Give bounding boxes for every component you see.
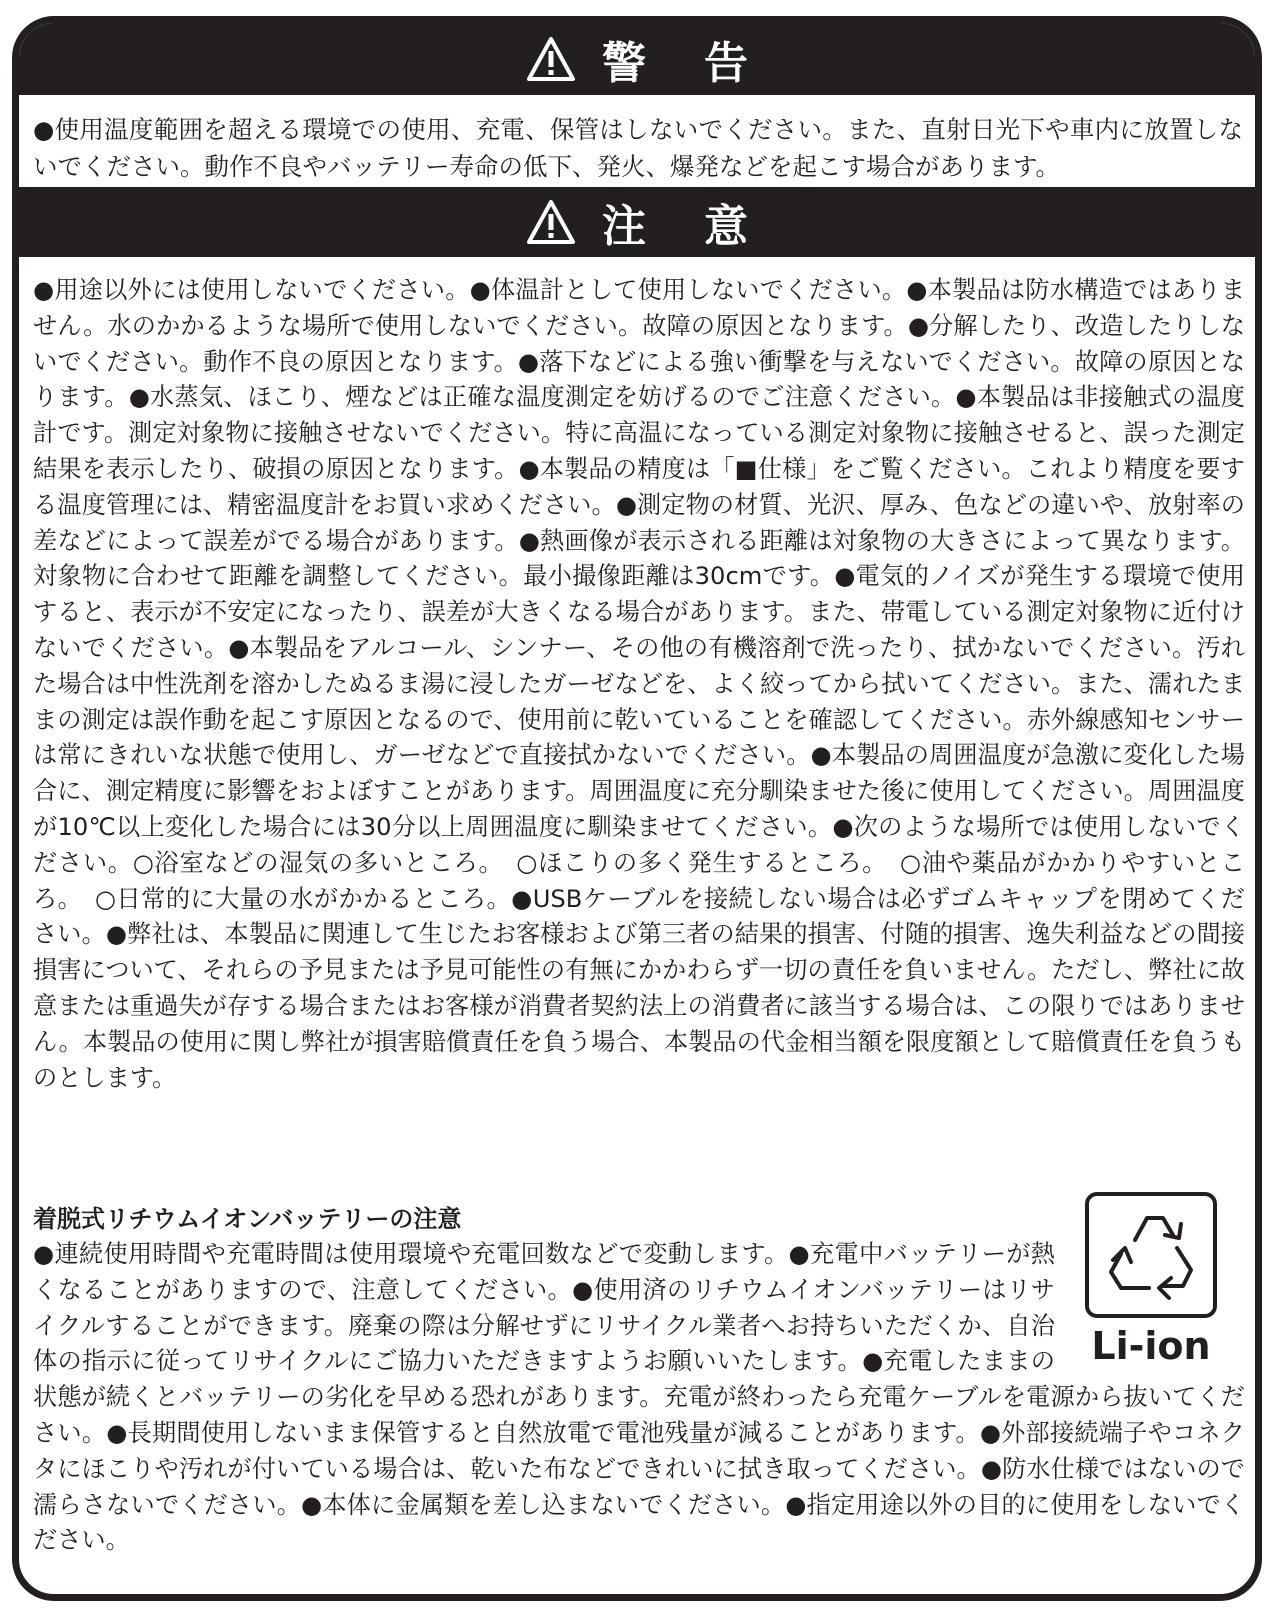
warning-title: 警告 [602, 38, 806, 89]
recycle-frame [1085, 1192, 1217, 1318]
warning-header [19, 23, 1255, 95]
warning-label-card [12, 16, 1262, 1601]
warning-triangle-icon [526, 36, 576, 82]
recycle-mark [1069, 1192, 1245, 1368]
recycle-icon [1095, 1202, 1207, 1308]
caution-header [19, 187, 1255, 257]
battery-text: ●連続使用時間や充電時間は使用環境や充電回数などで変動します。●充電中バッテリーが熱くなることがありますので、注意してください。●使用済のリチウムイオンバッテリーはリサイクルすることができます。廃棄の際は分解せずにリサイクル業者へお持ちいただくか、自治体の指示に従ってリサイクルにご協力いただきますようお願いいたします。●充電したままの状態が続くとバッテリーの劣化を早める恐れがあります。充電が終わったら充電ケーブルを電源から抜いてください。●長期間使用しないまま保管すると自然放電で電池残量が減ることがあります。●外部接続端子やコネクタにほこりや汚れが付いている場合は、乾いた布などできれいに拭き取ってください。●防水仕様ではないので濡らさないでください。●本体に金属類を差し込まないでください。●指定用途以外の目的に使用をしないでください。 [33, 1240, 1245, 1555]
warning-text: ●使用温度範囲を超える環境での使用、充電、保管はしないでください。また、直射日光下や車内に放置しないでください。動作不良やバッテリー寿命の低下、発火、爆発などを起こす場合があります。 [33, 115, 1243, 181]
caution-text: ●用途以外には使用しないでください。●体温計として使用しないでください。●本製品は防水構造ではありません。水のかかるような場所で使用しないでください。故障の原因となります。●分解したり、改造したりしないでください。動作不良の原因となります。●落下などによる強い衝撃を与えないでください。故障の原因となります。●水蒸気、ほこり、煙などは正確な温度測定を妨げるのでご注意ください。●本製品は非接触式の温度計です。測定対象物に接触させないでください。特に高温になっている測定対象物に接触させると、誤った測定結果を表示したり、破損の原因となります。●本製品の精度は「■仕様」をご覧ください。これより精度を要する温度管理には、精密温度計をお買い求めください。●測定物の材質、光沢、厚み、色などの違いや、放射率の差などによって誤差がでる場合があります。●熱画像が表示される距離は対象物の大きさによって異なります。対象物に合わせて距離を調整してください。最小撮像距離は30cmです。●電気的ノイズが発生する環境で使用すると、表示が不安定になったり、誤差が大きくなる場合があります。また、帯電している測定対象物に近付けないでください。●本製品をアルコール、シンナー、その他の有機溶剤で洗ったり、拭かないでください。汚れた場合は中性洗剤を溶かしたぬるま湯に浸したガーゼなどを、よく絞ってから拭いてください。また、濡れたままの測定は誤作動を起こす原因となるので、使用前に乾いていることを確認してください。赤外線感知センサーは常にきれいな状態で使用し、ガーゼなどで直接拭かないでください。●本製品の周囲温度が急激に変化した場合に、測定精度に影響をおよぼすことがあります。周囲温度に充分馴染ませた後に使用してください。周囲温度が10℃以上変化した場合には30分以上周囲温度に馴染ませてください。●次のような場所では使用しないでください。○浴室などの湿気の多いところ。 ○ほこりの多く発生するところ。 ○油や薬品がかかりやすいところ。 ○日常的に大量の水がかかるところ。●USBケーブルを接続しない場合は必ずゴムキャップを閉めてください。●弊社は、本製品に関連して生じたお客様および第三者の結果的損害、付随的損害、逸失利益などの間接損害について、それらの予見または予見可能性の有無にかかわらず一切の責任を負いません。ただし、弊社に故意または重過失が存する場合またはお客様が消費者契約法上の消費者に該当する場合は、この限りではありません。本製品の使用に関し弊社が損害賠償責任を負う場合、本製品の代金相当額を限度額として賠償責任を負うものとします。 [33, 276, 1245, 1092]
battery-section [33, 1237, 1245, 1559]
battery-section-title: 着脱式リチウムイオンバッテリーの注意 [33, 1205, 462, 1233]
caution-title: 注意 [602, 201, 806, 252]
recycle-label: Li-ion [1091, 1324, 1211, 1368]
warning-triangle-icon [526, 199, 576, 245]
